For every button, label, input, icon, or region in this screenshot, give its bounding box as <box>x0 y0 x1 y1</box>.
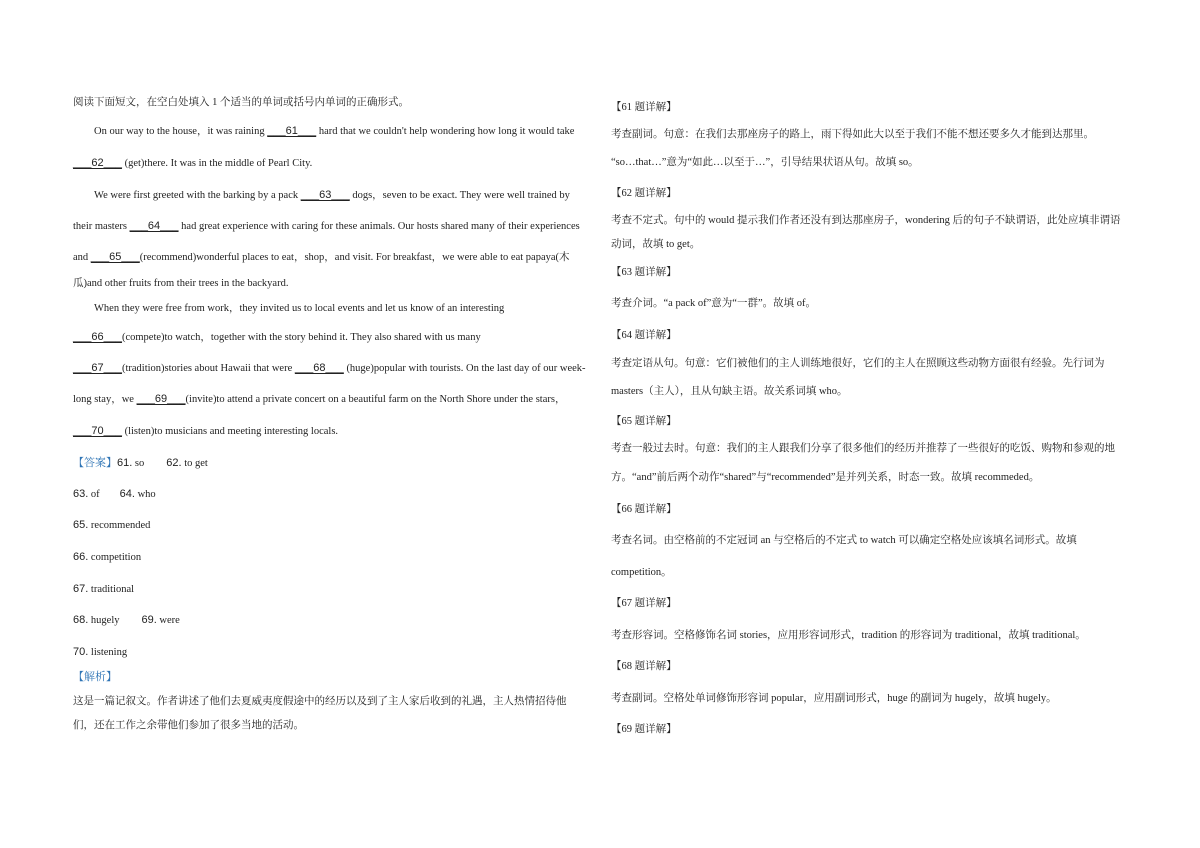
answer-69: were <box>159 615 180 626</box>
passage-line <box>94 124 574 139</box>
detail-title-69: 【69 题详解】 <box>611 724 677 735</box>
detail-line: 考查不定式。句中的 would 提示我们作者还没有到达那座房子，wondering 后的句子不缺谓语，此处应填非谓语 <box>611 215 1121 226</box>
passage-line: 瓜)and other fruits from their trees in the backyard. <box>73 278 289 289</box>
blank-67: ___67___ <box>73 362 122 374</box>
passage-line: When they were free from work，they invited us to local events and let us know of an interesting <box>94 303 505 314</box>
answer-line <box>73 487 156 502</box>
blank-68: ___68___ <box>294 362 344 374</box>
answer-number: 61. <box>117 457 133 469</box>
text: (tradition)stories about Hawaii that were <box>121 363 295 374</box>
answer-number: 65. <box>73 519 89 531</box>
passage-line <box>73 424 338 439</box>
passage-line <box>73 250 570 265</box>
detail-line: “so…that…”意为“如此…以至于…”，引导结果状语从句。故填 so。 <box>611 157 919 168</box>
answer-62: to get <box>184 458 208 469</box>
passage-line <box>73 156 312 171</box>
answer-line <box>73 550 141 565</box>
answer-number: 68. <box>73 614 89 626</box>
blank-61: ___61___ <box>267 125 317 137</box>
answer-line <box>73 456 208 471</box>
answer-66: competition <box>90 552 142 563</box>
blank-65: ___65___ <box>90 251 140 263</box>
answer-label: 【答案】 <box>73 457 117 469</box>
detail-title-62: 【62 题详解】 <box>611 188 677 199</box>
detail-line: 考查定语从句。句意：它们被他们的主人训练地很好，它们的主人在照顾这些动物方面很有经验。先行词为 <box>611 358 1105 369</box>
text: On our way to the house，it was raining <box>94 126 268 137</box>
blank-63: ___63___ <box>300 189 350 201</box>
analysis-line: 这是一篇记叙文。作者讲述了他们去夏威夷度假途中的经历以及到了主人家后收到的礼遇，主人热情招待他 <box>73 696 567 707</box>
answer-70: listening <box>90 647 128 658</box>
answer-number: 62. <box>166 457 182 469</box>
passage-line <box>94 188 570 203</box>
detail-title-61: 【61 题详解】 <box>611 102 677 113</box>
text: hard that we couldn't help wondering how long it would take <box>316 126 575 137</box>
text: (huge)popular with tourists. On the last day of our week- <box>343 363 586 374</box>
detail-line: 考查副词。句意：在我们去那座房子的路上，雨下得如此大以至于我们不能不想还要多久才能到达那里。 <box>611 129 1094 140</box>
blank-66: ___66___ <box>73 331 122 343</box>
passage-line <box>73 330 481 345</box>
text: long stay，we <box>73 394 137 405</box>
detail-line: 考查形容词。空格修饰名词 stories，应用形容词形式，tradition 的形容词为 traditional，故填 traditional。 <box>611 630 1086 641</box>
answer-61: so <box>134 458 145 469</box>
answer-line <box>73 613 180 628</box>
detail-line: 考查名词。由空格前的不定冠词 an 与空格后的不定式 to watch 可以确定空格处应该填名词形式。故填 <box>611 535 1077 546</box>
text: dogs，seven to be exact. They were well trained by <box>349 190 570 201</box>
passage-line <box>73 392 565 407</box>
detail-title-66: 【66 题详解】 <box>611 504 677 515</box>
detail-line: competition。 <box>611 567 672 578</box>
answer-number: 64. <box>119 488 135 500</box>
text: We were first greeted with the barking by a pack <box>94 190 301 201</box>
detail-title-67: 【67 题详解】 <box>611 598 677 609</box>
answer-line <box>73 582 134 597</box>
answer-line <box>73 518 150 533</box>
detail-title-68: 【68 题详解】 <box>611 661 677 672</box>
text: had great experience with caring for these animals. Our hosts shared many of their experiences <box>178 221 580 232</box>
passage-line <box>73 219 580 234</box>
text: (compete)to watch，together with the story behind it. They also shared with us many <box>121 332 481 343</box>
answer-64: who <box>137 489 156 500</box>
detail-title-64: 【64 题详解】 <box>611 330 677 341</box>
answer-68: hugely <box>90 615 120 626</box>
detail-line: 考查一般过去时。句意：我们的主人跟我们分享了很多他们的经历并推荐了一些很好的吃饭、购物和参观的地 <box>611 443 1115 454</box>
answer-number: 66. <box>73 551 89 563</box>
detail-line: 考查介词。“a pack of”意为“一群”。故填 of。 <box>611 298 816 309</box>
detail-line: masters（主人），且从句缺主语。故关系词填 who。 <box>611 386 848 397</box>
blank-69: ___69___ <box>136 393 186 405</box>
analysis-label: 【解析】 <box>73 671 117 683</box>
answer-number: 69. <box>141 614 157 626</box>
answer-line <box>73 645 127 660</box>
answer-number: 63. <box>73 488 89 500</box>
blank-70: ___70___ <box>73 425 122 437</box>
detail-line: 方。“and”前后两个动作“shared”与“recommended”是并列关系，时态一致。故填 recommeded。 <box>611 472 1040 483</box>
answer-number: 67. <box>73 583 89 595</box>
text: (recommend)wonderful places to eat，shop，and visit. For breakfast，we were able to eat papaya(木 <box>139 252 570 263</box>
passage-line <box>73 361 586 376</box>
detail-line: 动词，故填 to get。 <box>611 239 701 250</box>
analysis-line: 们，还在工作之余带他们参加了很多当地的活动。 <box>73 720 304 731</box>
blank-64: ___64___ <box>129 220 179 232</box>
detail-title-65: 【65 题详解】 <box>611 416 677 427</box>
text: (listen)to musicians and meeting interesting locals. <box>121 426 339 437</box>
text: (get)there. It was in the middle of Pearl City. <box>121 158 313 169</box>
answer-65: recommended <box>90 520 151 531</box>
blank-62: ___62___ <box>73 157 122 169</box>
text: their masters <box>73 221 130 232</box>
detail-line: 考查副词。空格处单词修饰形容词 popular，应用副词形式，huge 的副词为 hugely，故填 hugely。 <box>611 693 1057 704</box>
text: and <box>73 252 91 263</box>
answer-63: of <box>90 489 100 500</box>
instruction: 阅读下面短文，在空白处填入 1 个适当的单词或括号内单词的正确形式。 <box>73 97 409 108</box>
answer-number: 70. <box>73 646 89 658</box>
detail-title-63: 【63 题详解】 <box>611 267 677 278</box>
answer-67: traditional <box>90 584 135 595</box>
text: (invite)to attend a private concert on a beautiful farm on the North Shore under the stars， <box>185 394 566 405</box>
